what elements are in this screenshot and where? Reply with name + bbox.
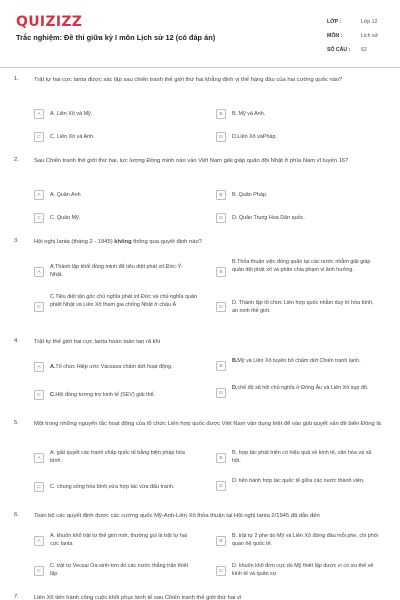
question-text: Trật tự thế giới hai cực Ianta hoàn toàn tan rã khi (34, 339, 161, 345)
meta-label: LỚP : (327, 19, 342, 25)
option-b[interactable] (216, 449, 381, 465)
question-text: Liên Xô tiến hành công cuộc khôi phục kinh tế sau Chiến tranh thế giới thứ hai vì (34, 595, 242, 600)
option-letter-box: D (216, 302, 226, 312)
option-letter-box: D (216, 481, 226, 491)
option-letter-box: A (34, 109, 44, 119)
option-text: C.Hội đồng tương trợ kinh tế (SEV) giải thể. (50, 391, 156, 398)
option-a[interactable] (34, 262, 199, 279)
option-text: A. Quân Anh (50, 191, 81, 198)
question-text: Sau Chiến tranh thế giới thứ hai, lực lượng Đồng minh nào vào Việt Nam giải giáp quân đội Nhật ở phía Nam vĩ tuyến 16? (34, 158, 349, 164)
question-5 (14, 420, 388, 500)
option-b[interactable] (216, 108, 381, 119)
option-d[interactable] (216, 477, 381, 491)
meta-value: Lớp 12 (361, 19, 378, 25)
option-text: B. trật tự 2 phe do Mỹ và Liên Xô đứng đầu mỗi phe, chi phối quan hệ quốc tế. (232, 533, 378, 547)
question-text: Một trong những nguyên tắc hoạt động của tổ chức Liên hợp quốc được Việt Nam vận dụng triệt để vào giải quyết vấn đề biển Đông là (34, 421, 381, 427)
option-text: A. giải quyết các tranh chấp quốc tế bằng biện pháp hòa bình. (50, 450, 185, 464)
option-text: A. khuôn khổ trật tự thế giới mới, thường gọi là trật tự hai cực Ianta (50, 533, 188, 547)
option-text: D.chế độ xã hội chủ nghĩa ở Đông Âu và Liên Xô sụp đổ. (232, 385, 369, 391)
option-letter-box: B (216, 190, 226, 200)
question-4 (14, 338, 388, 408)
option-letter-box: A (34, 362, 44, 372)
option-d[interactable] (216, 212, 381, 223)
option-a[interactable] (34, 108, 199, 119)
option-b[interactable] (216, 189, 381, 200)
question-text-part: Hội nghị Ianta (tháng 2 - 1945) (34, 239, 115, 245)
option-letter-box: C (34, 482, 44, 492)
option-d[interactable] (216, 562, 381, 578)
option-letter-box: C (34, 132, 44, 142)
option-letter-box: D (216, 132, 226, 142)
question-6 (14, 512, 388, 592)
question-3 (14, 238, 388, 328)
option-letter-box: A (34, 453, 44, 463)
option-text: C.Tiêu diệt tận gốc chủ nghĩa phát xít Đức và chủ nghĩa quân phiệt Nhật và Liên Xô tham gia chống Nhật ở châu Á (50, 294, 197, 308)
option-letter-box: C (34, 213, 44, 223)
question-text (34, 238, 384, 247)
option-d[interactable] (216, 299, 381, 315)
meta-label: SỐ CÂU : (327, 47, 351, 53)
option-d[interactable] (216, 131, 381, 142)
meta-row-count (327, 43, 387, 57)
question-7 (14, 594, 388, 600)
meta-value: Lịch sử (361, 33, 379, 39)
option-b[interactable] (216, 258, 381, 277)
option-text: D. Quân Trung Hoa Dân quốc. (232, 214, 305, 221)
option-text: B. Quân Pháp. (232, 191, 268, 198)
option-c[interactable] (34, 389, 199, 400)
question-number: 7. (14, 594, 19, 600)
option-letter-box: B (216, 267, 226, 277)
page-title: Trắc nghiệm: Đề thi giữa kỳ I môn Lịch sử 12 (có đáp án) (16, 33, 216, 42)
option-letter-box: A (34, 536, 44, 546)
option-letter-box: B (216, 453, 226, 463)
option-text: D.Liên Xô vàPháp. (232, 133, 277, 140)
meta-label: MÔN : (327, 33, 343, 39)
option-text: B. hợp tác phát triển có hiệu quả về kinh tế, văn hóa và xã hội. (232, 450, 372, 464)
option-text: C. Quân Mỹ. (50, 214, 81, 221)
option-c[interactable] (34, 131, 199, 142)
option-text: A. Liên Xô và Mỹ. (50, 110, 93, 117)
question-1 (14, 76, 388, 140)
page-header (0, 0, 400, 66)
option-a[interactable] (34, 449, 199, 465)
meta-row-class (327, 15, 387, 29)
option-text: B. Mỹ và Anh. (232, 110, 266, 117)
option-letter-box: A (34, 267, 44, 277)
question-text: Trật tự hai cực Ianta được xác lập sau chiến tranh thế giới thứ hai khẳng định vị thế hàng đầu của hai cường quốc nào? (34, 77, 343, 83)
option-text: D. Thành lập tổ chức Liên hợp quốc nhằm duy trì hòa bình, an ninh thế giới. (232, 300, 374, 314)
option-b[interactable] (216, 357, 381, 371)
option-c[interactable] (34, 562, 199, 578)
question-number: 6. (14, 512, 19, 518)
question-text-part: thông qua quyết định nào? (131, 239, 202, 245)
option-text: A.Thành lập khối đồng minh để tiêu diệt phát xít Đức-Ý-Nhật. (50, 264, 184, 278)
meta-row-subject (327, 29, 387, 43)
question-number: 3. (14, 238, 19, 244)
option-text: D. tiến hành hợp tác quốc tế giữa các nước thành viên. (232, 478, 365, 484)
option-letter-box: C (34, 390, 44, 400)
option-a[interactable] (34, 361, 199, 372)
option-letter-box: C (34, 302, 44, 312)
question-number: 2. (14, 157, 19, 163)
question-text-emphasis: không (114, 239, 132, 245)
option-c[interactable] (34, 212, 199, 223)
option-text: C. trật tự Vecsai Oa-sinh-tơn do các nước thắng trận thiết lập. (50, 563, 189, 577)
option-text: B.Mỹ và Liên Xô tuyên bố chấm dứt Chiến tranh lạnh. (232, 358, 361, 364)
option-text: C. Liên Xô và Anh. (50, 133, 95, 140)
option-c[interactable] (34, 481, 199, 492)
option-d[interactable] (216, 384, 381, 398)
option-a[interactable] (34, 189, 199, 200)
option-text: A.Tổ chức Hiệp ước Vácsava chấm dứt hoạt động. (50, 363, 173, 370)
option-letter-box: D (216, 566, 226, 576)
question-number: 5. (14, 420, 19, 426)
option-letter-box: D (216, 388, 226, 398)
option-text: B.Thỏa thuận việc đóng quân tại các nước nhằm giải giáp quân đội phát xít và phân chia phạm vi ảnh hưởng. (232, 259, 371, 273)
question-text: Toàn bộ các quyết định được các cường quốc Mỹ-Anh-Liên Xô thỏa thuận tại Hội nghị Ianta 2/1945 đã dẫn đến (34, 513, 320, 519)
option-letter-box: A (34, 190, 44, 200)
quiz-meta (327, 15, 387, 57)
option-letter-box: B (216, 109, 226, 119)
option-letter-box: D (216, 213, 226, 223)
option-letter-box: C (34, 566, 44, 576)
question-2 (14, 157, 388, 221)
option-letter-box: B (216, 536, 226, 546)
option-a[interactable] (34, 532, 199, 548)
question-number: 4. (14, 338, 19, 344)
option-text: D. khuôn khổ đơn cực do Mỹ thiết lập được vì có ưu thế về kinh tế và quân sự (232, 563, 374, 577)
question-number: 1. (14, 76, 19, 82)
option-text: C. chung sống hòa bình,vừa hợp tác vừa đấu tranh. (50, 483, 175, 490)
header-divider (0, 67, 400, 68)
quizizz-logo[interactable]: QUIZIZZ (16, 14, 83, 30)
option-letter-box: B (216, 361, 226, 371)
meta-value: 62 (361, 47, 367, 53)
option-c[interactable] (34, 293, 199, 312)
option-b[interactable] (216, 532, 381, 548)
